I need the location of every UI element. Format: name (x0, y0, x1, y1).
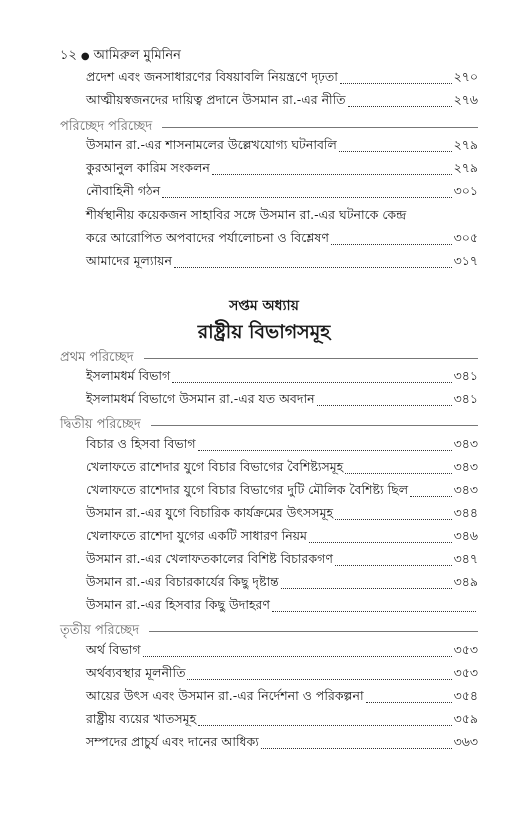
toc-entry: আত্মীয়স্বজনদের দায়িত্ব প্রদানে উসমান রা.-এর নীতি ২৭৬ (86, 92, 478, 107)
toc-entry: উসমান রা.-এর শাসনামলের উল্লেখযোগ্য ঘটনাবলি ২৭৯ (86, 137, 478, 152)
dot-leader (187, 679, 451, 680)
section-rule (162, 127, 478, 128)
toc-entry: উসমান রা.-এর বিচারকার্যের কিছু দৃষ্টান্ত ৩৪৯ (86, 574, 478, 589)
toc-entry: প্রদেশ এবং জনসাধারণের বিষয়াবলি নিয়ন্ত্রণে দৃঢ়তা ২৭০ (86, 69, 478, 84)
toc-entry: অর্থ বিভাগ ৩৫৩ (86, 642, 478, 657)
section-rule (149, 631, 478, 632)
bullet-icon: ● (80, 51, 90, 62)
toc-entry: শীর্ষস্থানীয় কয়েকজন সাহাবির সঙ্গে উসমান রা.-এর ঘটনাকে কেন্দ্র (86, 207, 407, 222)
toc-entry: উসমান রা.-এর হিসবার কিছু উদাহরণ (86, 596, 478, 617)
chapter-title: রাষ্ট্রীয় বিভাগসমূহ (197, 321, 331, 343)
dot-leader (335, 565, 452, 566)
dot-leader (198, 450, 452, 451)
toc-entry: খেলাফতে রাশেদার যুগে বিচার বিভাগের দুটি মৌলিক বৈশিষ্ট্য ছিল ৩৪৩ (86, 482, 478, 497)
toc-entry: ইসলামধর্ম বিভাগ ৩৪১ (86, 368, 478, 383)
section-heading: পরিচ্ছেদ পরিচ্ছেদ (60, 117, 478, 137)
dot-leader (317, 405, 452, 406)
dot-leader (143, 656, 452, 657)
section-heading: দ্বিতীয় পরিচ্ছেদ (60, 415, 478, 435)
toc-entry: কুরআনুল কারিম সংকলন ২৭৯ (86, 160, 478, 175)
dot-leader (345, 473, 451, 474)
dot-leader (366, 702, 452, 703)
dot-leader (212, 174, 452, 175)
dot-leader (331, 244, 452, 245)
dot-leader (172, 382, 451, 383)
toc-entry: সম্পদের প্রাচুর্য এবং দানের আধিক্য ৩৬৩ (86, 734, 478, 749)
dot-leader (340, 83, 452, 84)
section-rule (151, 425, 478, 426)
running-title: আমিরুল মুমিনিন (93, 48, 181, 63)
dot-leader (281, 588, 452, 589)
toc-entry: ইসলামধর্ম বিভাগে উসমান রা.-এর যত অবদান ৩৪১ (86, 391, 478, 406)
toc-entry: খেলাফতে রাশেদা যুগের একটি সাধারণ নিয়ম ৩৪৬ (86, 528, 478, 543)
toc-entry: রাষ্ট্রীয় ব্যয়ের খাতসমূহ ৩৫৯ (86, 711, 478, 726)
dot-leader (198, 725, 451, 726)
page-number: ১২ (60, 48, 77, 63)
dot-leader (272, 611, 476, 612)
toc-entry: আমাদের মূল্যায়ন ৩১৭ (86, 253, 478, 268)
dot-leader (339, 151, 452, 152)
section-heading: তৃতীয় পরিচ্ছেদ (60, 621, 478, 641)
toc-entry: অর্থব্যবস্থার মূলনীতি ৩৫৩ (86, 665, 478, 680)
toc-entry: করে আরোপিত অপবাদের পর্যালোচনা ও বিশ্লেষণ ৩০৫ (86, 230, 478, 245)
page-header (60, 46, 181, 67)
toc-entry: উসমান রা.-এর খেলাফতকালের বিশিষ্ট বিচারকগণ ৩৪৭ (86, 551, 478, 566)
chapter-label: সপ্তম অধ্যায় (229, 298, 299, 314)
toc-entry: উসমান রা.-এর যুগে বিচারিক কার্যক্রমের উৎসসমূহ ৩৪৪ (86, 505, 478, 520)
dot-leader (348, 106, 452, 107)
toc-entry: খেলাফতে রাশেদার যুগে বিচার বিভাগের বৈশিষ্ট্যসমূহ ৩৪৩ (86, 459, 478, 474)
toc-entry: নৌবাহিনী গঠন ৩০১ (86, 183, 478, 198)
dot-leader (335, 519, 452, 520)
section-rule (144, 358, 478, 359)
dot-leader (309, 542, 452, 543)
dot-leader (162, 197, 451, 198)
section-heading: প্রথম পরিচ্ছেদ (60, 348, 478, 368)
dot-leader (261, 748, 452, 749)
toc-entry: বিচার ও হিসবা বিভাগ ৩৪৩ (86, 436, 478, 451)
toc-entry: আয়ের উৎস এবং উসমান রা.-এর নির্দেশনা ও পরিকল্পনা ৩৫৪ (86, 688, 478, 703)
dot-leader (174, 267, 452, 268)
dot-leader (410, 496, 452, 497)
